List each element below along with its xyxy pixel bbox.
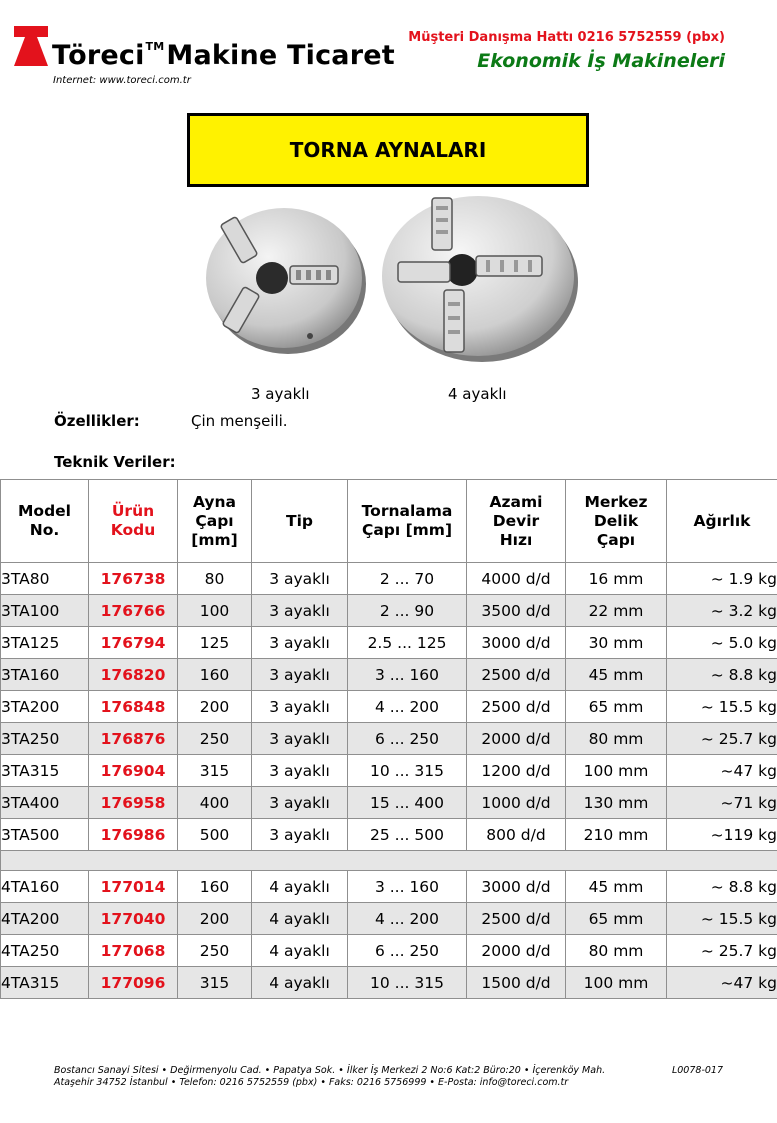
cell-max-speed: 1000 d/d (467, 787, 566, 819)
cell-turning-diameter: 15 ... 400 (348, 787, 467, 819)
cell-center-bore: 210 mm (566, 819, 667, 851)
specifications-table (0, 479, 777, 999)
header-line: Çapı (195, 511, 234, 530)
cell-product-code: 177014 (89, 871, 178, 903)
cell-type: 3 ayaklı (252, 595, 348, 627)
caption-3-jaw: 3 ayaklı (251, 385, 310, 403)
cell-chuck-diameter: 200 (178, 903, 252, 935)
cell-chuck-diameter: 315 (178, 967, 252, 999)
footer-line-1: Bostancı Sanayi Sitesi • Değirmenyolu Cad. • Papatya Sok. • İlker İş Merkezi 2 No:6 Kat:2 Büro:20 • İçerenköy Mah. (54, 1065, 606, 1076)
cell-product-code: 176904 (89, 755, 178, 787)
cell-model-no: 4TA160 (1, 871, 89, 903)
cell-weight: ~ 3.2 kg (667, 595, 777, 627)
page-title: TORNA AYNALARI (187, 113, 589, 187)
cell-product-code: 176848 (89, 691, 178, 723)
table-row (1, 787, 777, 819)
cell-chuck-diameter: 250 (178, 935, 252, 967)
cell-turning-diameter: 10 ... 315 (348, 967, 467, 999)
cell-weight: ~ 8.8 kg (667, 659, 777, 691)
cell-chuck-diameter: 80 (178, 563, 252, 595)
cell-model-no: 3TA250 (1, 723, 89, 755)
cell-max-speed: 2000 d/d (467, 723, 566, 755)
header-product-code (89, 480, 178, 563)
cell-center-bore: 45 mm (566, 871, 667, 903)
cell-center-bore: 80 mm (566, 723, 667, 755)
cell-chuck-diameter: 100 (178, 595, 252, 627)
cell-model-no: 3TA80 (1, 563, 89, 595)
cell-type: 3 ayaklı (252, 691, 348, 723)
table-body (1, 563, 777, 999)
header-line: Ürün (111, 502, 155, 520)
website-text: Internet: www.toreci.com.tr (53, 75, 191, 86)
caption-4-jaw: 4 ayaklı (448, 385, 507, 403)
document-reference: L0078-017 (671, 1065, 723, 1076)
company-name (52, 40, 395, 71)
cell-center-bore: 22 mm (566, 595, 667, 627)
cell-turning-diameter: 25 ... 500 (348, 819, 467, 851)
cell-model-no: 3TA100 (1, 595, 89, 627)
cell-max-speed: 3500 d/d (467, 595, 566, 627)
cell-model-no: 3TA500 (1, 819, 89, 851)
cell-turning-diameter: 3 ... 160 (348, 871, 467, 903)
header-chuck-diameter (178, 480, 252, 563)
cell-weight: ~ 25.7 kg (667, 935, 777, 967)
cell-max-speed: 2500 d/d (467, 691, 566, 723)
company-slogan: Ekonomik İş Makineleri (477, 50, 725, 72)
cell-type: 3 ayaklı (252, 819, 348, 851)
cell-weight: ~71 kg (667, 787, 777, 819)
header-line: [mm] (191, 530, 238, 549)
cell-type: 4 ayaklı (252, 903, 348, 935)
cell-type: 3 ayaklı (252, 659, 348, 691)
cell-turning-diameter: 4 ... 200 (348, 691, 467, 723)
table-row (1, 819, 777, 851)
cell-chuck-diameter: 160 (178, 871, 252, 903)
features-label: Özellikler: (54, 412, 140, 430)
header-type (252, 480, 348, 563)
table-row (1, 627, 777, 659)
cell-type: 3 ayaklı (252, 563, 348, 595)
cell-chuck-diameter: 500 (178, 819, 252, 851)
cell-weight: ~ 8.8 kg (667, 871, 777, 903)
header-line: Devir (492, 511, 540, 530)
cell-type: 3 ayaklı (252, 627, 348, 659)
cell-model-no: 4TA250 (1, 935, 89, 967)
header-max-speed (467, 480, 566, 563)
customer-hotline: Müşteri Danışma Hattı 0216 5752559 (pbx) (408, 30, 725, 45)
header-line: Kodu (110, 521, 156, 539)
cell-turning-diameter: 6 ... 250 (348, 723, 467, 755)
cell-model-no: 3TA125 (1, 627, 89, 659)
cell-max-speed: 3000 d/d (467, 627, 566, 659)
cell-type: 3 ayaklı (252, 787, 348, 819)
cell-max-speed: 1200 d/d (467, 755, 566, 787)
header-line: Azami (489, 492, 543, 511)
cell-turning-diameter: 2.5 ... 125 (348, 627, 467, 659)
cell-max-speed: 800 d/d (467, 819, 566, 851)
header-line: Delik (593, 511, 639, 530)
cell-center-bore: 130 mm (566, 787, 667, 819)
cell-weight: ~ 15.5 kg (667, 903, 777, 935)
cell-chuck-diameter: 400 (178, 787, 252, 819)
cell-turning-diameter: 3 ... 160 (348, 659, 467, 691)
cell-model-no: 3TA315 (1, 755, 89, 787)
table-row (1, 659, 777, 691)
cell-model-no: 3TA400 (1, 787, 89, 819)
cell-center-bore: 100 mm (566, 755, 667, 787)
cell-product-code: 177040 (89, 903, 178, 935)
trademark-mark: TM (145, 40, 165, 53)
cell-weight: ~47 kg (667, 755, 777, 787)
table-row (1, 967, 777, 999)
footer-address (54, 1065, 605, 1089)
header-line: Tip (286, 511, 313, 530)
cell-turning-diameter: 10 ... 315 (348, 755, 467, 787)
cell-chuck-diameter: 200 (178, 691, 252, 723)
cell-type: 3 ayaklı (252, 755, 348, 787)
cell-model-no: 4TA200 (1, 903, 89, 935)
cell-type: 4 ayaklı (252, 935, 348, 967)
cell-center-bore: 80 mm (566, 935, 667, 967)
header-line: Merkez (584, 492, 648, 511)
header-line: Hızı (499, 530, 533, 549)
cell-turning-diameter: 2 ... 90 (348, 595, 467, 627)
cell-max-speed: 3000 d/d (467, 871, 566, 903)
header-line: Model (18, 502, 71, 520)
cell-max-speed: 4000 d/d (467, 563, 566, 595)
features-value: Çin menşeili. (191, 412, 288, 430)
table-row (1, 755, 777, 787)
cell-weight: ~ 5.0 kg (667, 627, 777, 659)
cell-product-code: 176738 (89, 563, 178, 595)
cell-weight: ~ 1.9 kg (667, 563, 777, 595)
cell-product-code: 176986 (89, 819, 178, 851)
cell-max-speed: 2000 d/d (467, 935, 566, 967)
cell-chuck-diameter: 315 (178, 755, 252, 787)
cell-weight: ~119 kg (667, 819, 777, 851)
cell-turning-diameter: 2 ... 70 (348, 563, 467, 595)
cell-product-code: 176794 (89, 627, 178, 659)
cell-center-bore: 65 mm (566, 903, 667, 935)
table-row (1, 871, 777, 903)
header-model-no (1, 480, 89, 563)
cell-product-code: 176958 (89, 787, 178, 819)
cell-max-speed: 1500 d/d (467, 967, 566, 999)
cell-chuck-diameter: 125 (178, 627, 252, 659)
cell-max-speed: 2500 d/d (467, 659, 566, 691)
header-weight (667, 480, 777, 563)
header-turning-diameter (348, 480, 467, 563)
cell-turning-diameter: 4 ... 200 (348, 903, 467, 935)
cell-center-bore: 30 mm (566, 627, 667, 659)
cell-product-code: 176820 (89, 659, 178, 691)
header-line: Ağırlık (693, 511, 751, 530)
cell-type: 4 ayaklı (252, 871, 348, 903)
cell-weight: ~47 kg (667, 967, 777, 999)
table-row (1, 563, 777, 595)
table-separator-row (1, 851, 777, 871)
brand-name-rest: Makine Ticaret (166, 40, 395, 71)
cell-weight: ~ 15.5 kg (667, 691, 777, 723)
cell-product-code: 176876 (89, 723, 178, 755)
header-center-bore (566, 480, 667, 563)
brand-name: Töreci (52, 40, 145, 71)
cell-product-code: 177068 (89, 935, 178, 967)
cell-max-speed: 2500 d/d (467, 903, 566, 935)
cell-center-bore: 100 mm (566, 967, 667, 999)
cell-weight: ~ 25.7 kg (667, 723, 777, 755)
header-line: Ayna (192, 492, 237, 511)
cell-product-code: 177096 (89, 967, 178, 999)
header-line: No. (29, 521, 60, 539)
cell-turning-diameter: 6 ... 250 (348, 935, 467, 967)
header-line: Çapı [mm] (361, 521, 453, 539)
cell-center-bore: 16 mm (566, 563, 667, 595)
technical-data-label: Teknik Veriler: (54, 453, 176, 471)
cell-chuck-diameter: 250 (178, 723, 252, 755)
table-row (1, 691, 777, 723)
toreci-logo-icon (14, 26, 48, 66)
table-row (1, 903, 777, 935)
separator-cell (1, 851, 777, 871)
cell-product-code: 176766 (89, 595, 178, 627)
cell-type: 4 ayaklı (252, 967, 348, 999)
cell-chuck-diameter: 160 (178, 659, 252, 691)
table-row (1, 595, 777, 627)
three-jaw-chuck-image (200, 198, 370, 358)
table-header-row (1, 480, 777, 563)
cell-center-bore: 65 mm (566, 691, 667, 723)
cell-type: 3 ayaklı (252, 723, 348, 755)
cell-center-bore: 45 mm (566, 659, 667, 691)
header-line: Çapı (596, 530, 636, 549)
cell-model-no: 4TA315 (1, 967, 89, 999)
four-jaw-chuck-image (378, 190, 583, 362)
cell-model-no: 3TA160 (1, 659, 89, 691)
table-row (1, 723, 777, 755)
table-row (1, 935, 777, 967)
footer-line-2: Ataşehir 34752 İstanbul • Telefon: 0216 5752559 (pbx) • Faks: 0216 5756999 • E-Posta: info@toreci.com.tr (54, 1077, 569, 1088)
header-line: Tornalama (361, 502, 453, 520)
cell-model-no: 3TA200 (1, 691, 89, 723)
